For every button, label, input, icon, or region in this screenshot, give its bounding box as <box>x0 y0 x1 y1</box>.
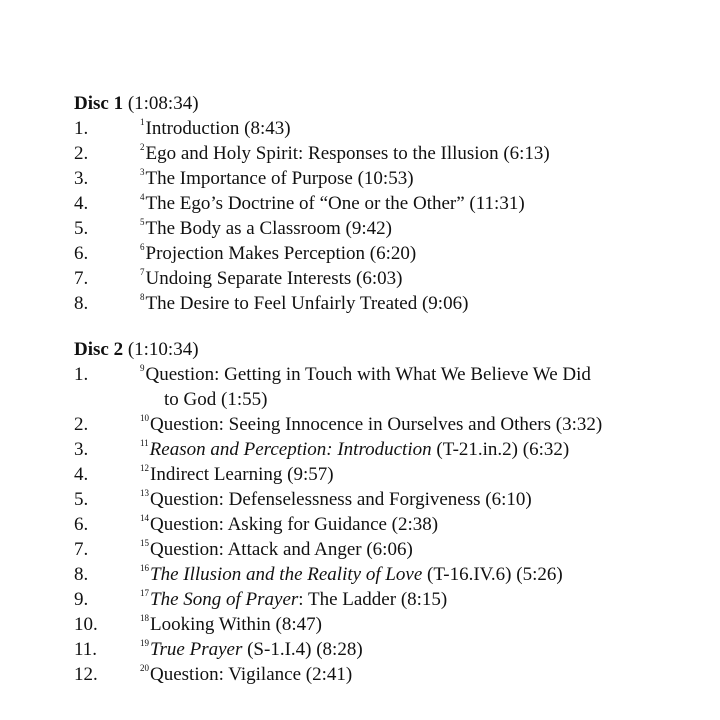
track-title-reference: (T-21.in.2) (6:32) <box>431 439 570 460</box>
track-title: Question: Defenselessness and Forgiveness (6:10) <box>150 489 532 510</box>
track-row <box>74 362 694 412</box>
track-number: 8. <box>74 293 89 314</box>
track-number: 11. <box>74 639 98 660</box>
track-row <box>74 412 694 437</box>
footnote-marker: 4 <box>140 192 145 202</box>
track-row <box>74 487 694 512</box>
disc-duration: (1:08:34) <box>127 93 199 114</box>
track-row <box>74 612 694 637</box>
track-number: 12. <box>74 664 98 685</box>
track-row <box>74 587 694 612</box>
disc-duration: (1:10:34) <box>127 339 199 360</box>
track-title: The Body as a Classroom (9:42) <box>145 218 392 239</box>
track-number: 5. <box>74 218 89 239</box>
footnote-marker: 18 <box>140 613 149 623</box>
disc-2 <box>74 337 694 687</box>
track-title: Question: Asking for Guidance (2:38) <box>150 514 439 535</box>
track-row <box>74 266 694 291</box>
track-title-italic: Reason and Perception: Introduction <box>149 439 432 460</box>
track-number: 3. <box>74 439 89 460</box>
footnote-marker: 15 <box>140 538 149 548</box>
footnote-marker: 5 <box>140 217 145 227</box>
track-row <box>74 116 694 141</box>
track-title: The Importance of Purpose (10:53) <box>145 168 414 189</box>
track-number: 10. <box>74 614 98 635</box>
track-listing <box>74 91 694 687</box>
disc-header <box>74 337 694 362</box>
disc-title: Disc 1 <box>74 93 124 114</box>
track-title: Ego and Holy Spirit: Responses to the Illusion (6:13) <box>145 143 550 164</box>
disc-title: Disc 2 <box>74 339 124 360</box>
track-number: 6. <box>74 243 89 264</box>
track-number: 3. <box>74 168 89 189</box>
footnote-marker: 7 <box>140 267 145 277</box>
track-title-reference: (S-1.I.4) (8:28) <box>242 639 363 660</box>
track-row <box>74 437 694 462</box>
track-number: 2. <box>74 143 89 164</box>
disc-1 <box>74 91 694 316</box>
track-row <box>74 637 694 662</box>
footnote-marker: 11 <box>140 438 149 448</box>
track-title-italic: True Prayer <box>150 639 243 660</box>
track-title: The Desire to Feel Unfairly Treated (9:06) <box>145 293 469 314</box>
footnote-marker: 20 <box>140 663 149 673</box>
footnote-marker: 17 <box>140 588 149 598</box>
track-row <box>74 462 694 487</box>
track-title: Question: Vigilance (2:41) <box>150 664 353 685</box>
track-number: 4. <box>74 193 89 214</box>
track-title: Question: Attack and Anger (6:06) <box>150 539 413 560</box>
track-title-reference: : The Ladder (8:15) <box>298 589 448 610</box>
track-number: 8. <box>74 564 89 585</box>
track-title: Indirect Learning (9:57) <box>150 464 334 485</box>
track-number: 2. <box>74 414 89 435</box>
track-title-italic: The Illusion and the Reality of Love <box>150 564 423 585</box>
track-title-reference: (T-16.IV.6) (5:26) <box>422 564 563 585</box>
track-number: 4. <box>74 464 89 485</box>
track-title: The Ego’s Doctrine of “One or the Other” (11:31) <box>145 193 525 214</box>
track-row <box>74 537 694 562</box>
track-number: 6. <box>74 514 89 535</box>
footnote-marker: 9 <box>140 363 145 373</box>
track-number: 5. <box>74 489 89 510</box>
track-number: 9. <box>74 589 89 610</box>
track-row <box>74 141 694 166</box>
footnote-marker: 19 <box>140 638 149 648</box>
track-number: 7. <box>74 539 89 560</box>
track-title: Question: Getting in Touch with What We Believe We Did <box>145 364 591 385</box>
footnote-marker: 1 <box>140 117 145 127</box>
track-title: Projection Makes Perception (6:20) <box>145 243 417 264</box>
track-number: 1. <box>74 364 89 385</box>
disc-header <box>74 91 694 116</box>
track-number: 1. <box>74 118 89 139</box>
footnote-marker: 12 <box>140 463 149 473</box>
track-title-continuation: to God (1:55) <box>164 389 268 410</box>
footnote-marker: 14 <box>140 513 149 523</box>
track-title-italic: The Song of Prayer <box>150 589 299 610</box>
footnote-marker: 16 <box>140 563 149 573</box>
track-title: Looking Within (8:47) <box>150 614 322 635</box>
track-title: Undoing Separate Interests (6:03) <box>145 268 403 289</box>
footnote-marker: 8 <box>140 292 145 302</box>
track-row <box>74 512 694 537</box>
track-row <box>74 166 694 191</box>
footnote-marker: 10 <box>140 413 149 423</box>
track-row <box>74 291 694 316</box>
footnote-marker: 2 <box>140 142 145 152</box>
track-row <box>74 191 694 216</box>
footnote-marker: 6 <box>140 242 145 252</box>
track-row <box>74 216 694 241</box>
track-title: Introduction (8:43) <box>145 118 291 139</box>
track-row <box>74 662 694 687</box>
track-row <box>74 562 694 587</box>
track-row <box>74 241 694 266</box>
track-number: 7. <box>74 268 89 289</box>
track-title: Question: Seeing Innocence in Ourselves and Others (3:32) <box>150 414 603 435</box>
footnote-marker: 3 <box>140 167 145 177</box>
footnote-marker: 13 <box>140 488 149 498</box>
